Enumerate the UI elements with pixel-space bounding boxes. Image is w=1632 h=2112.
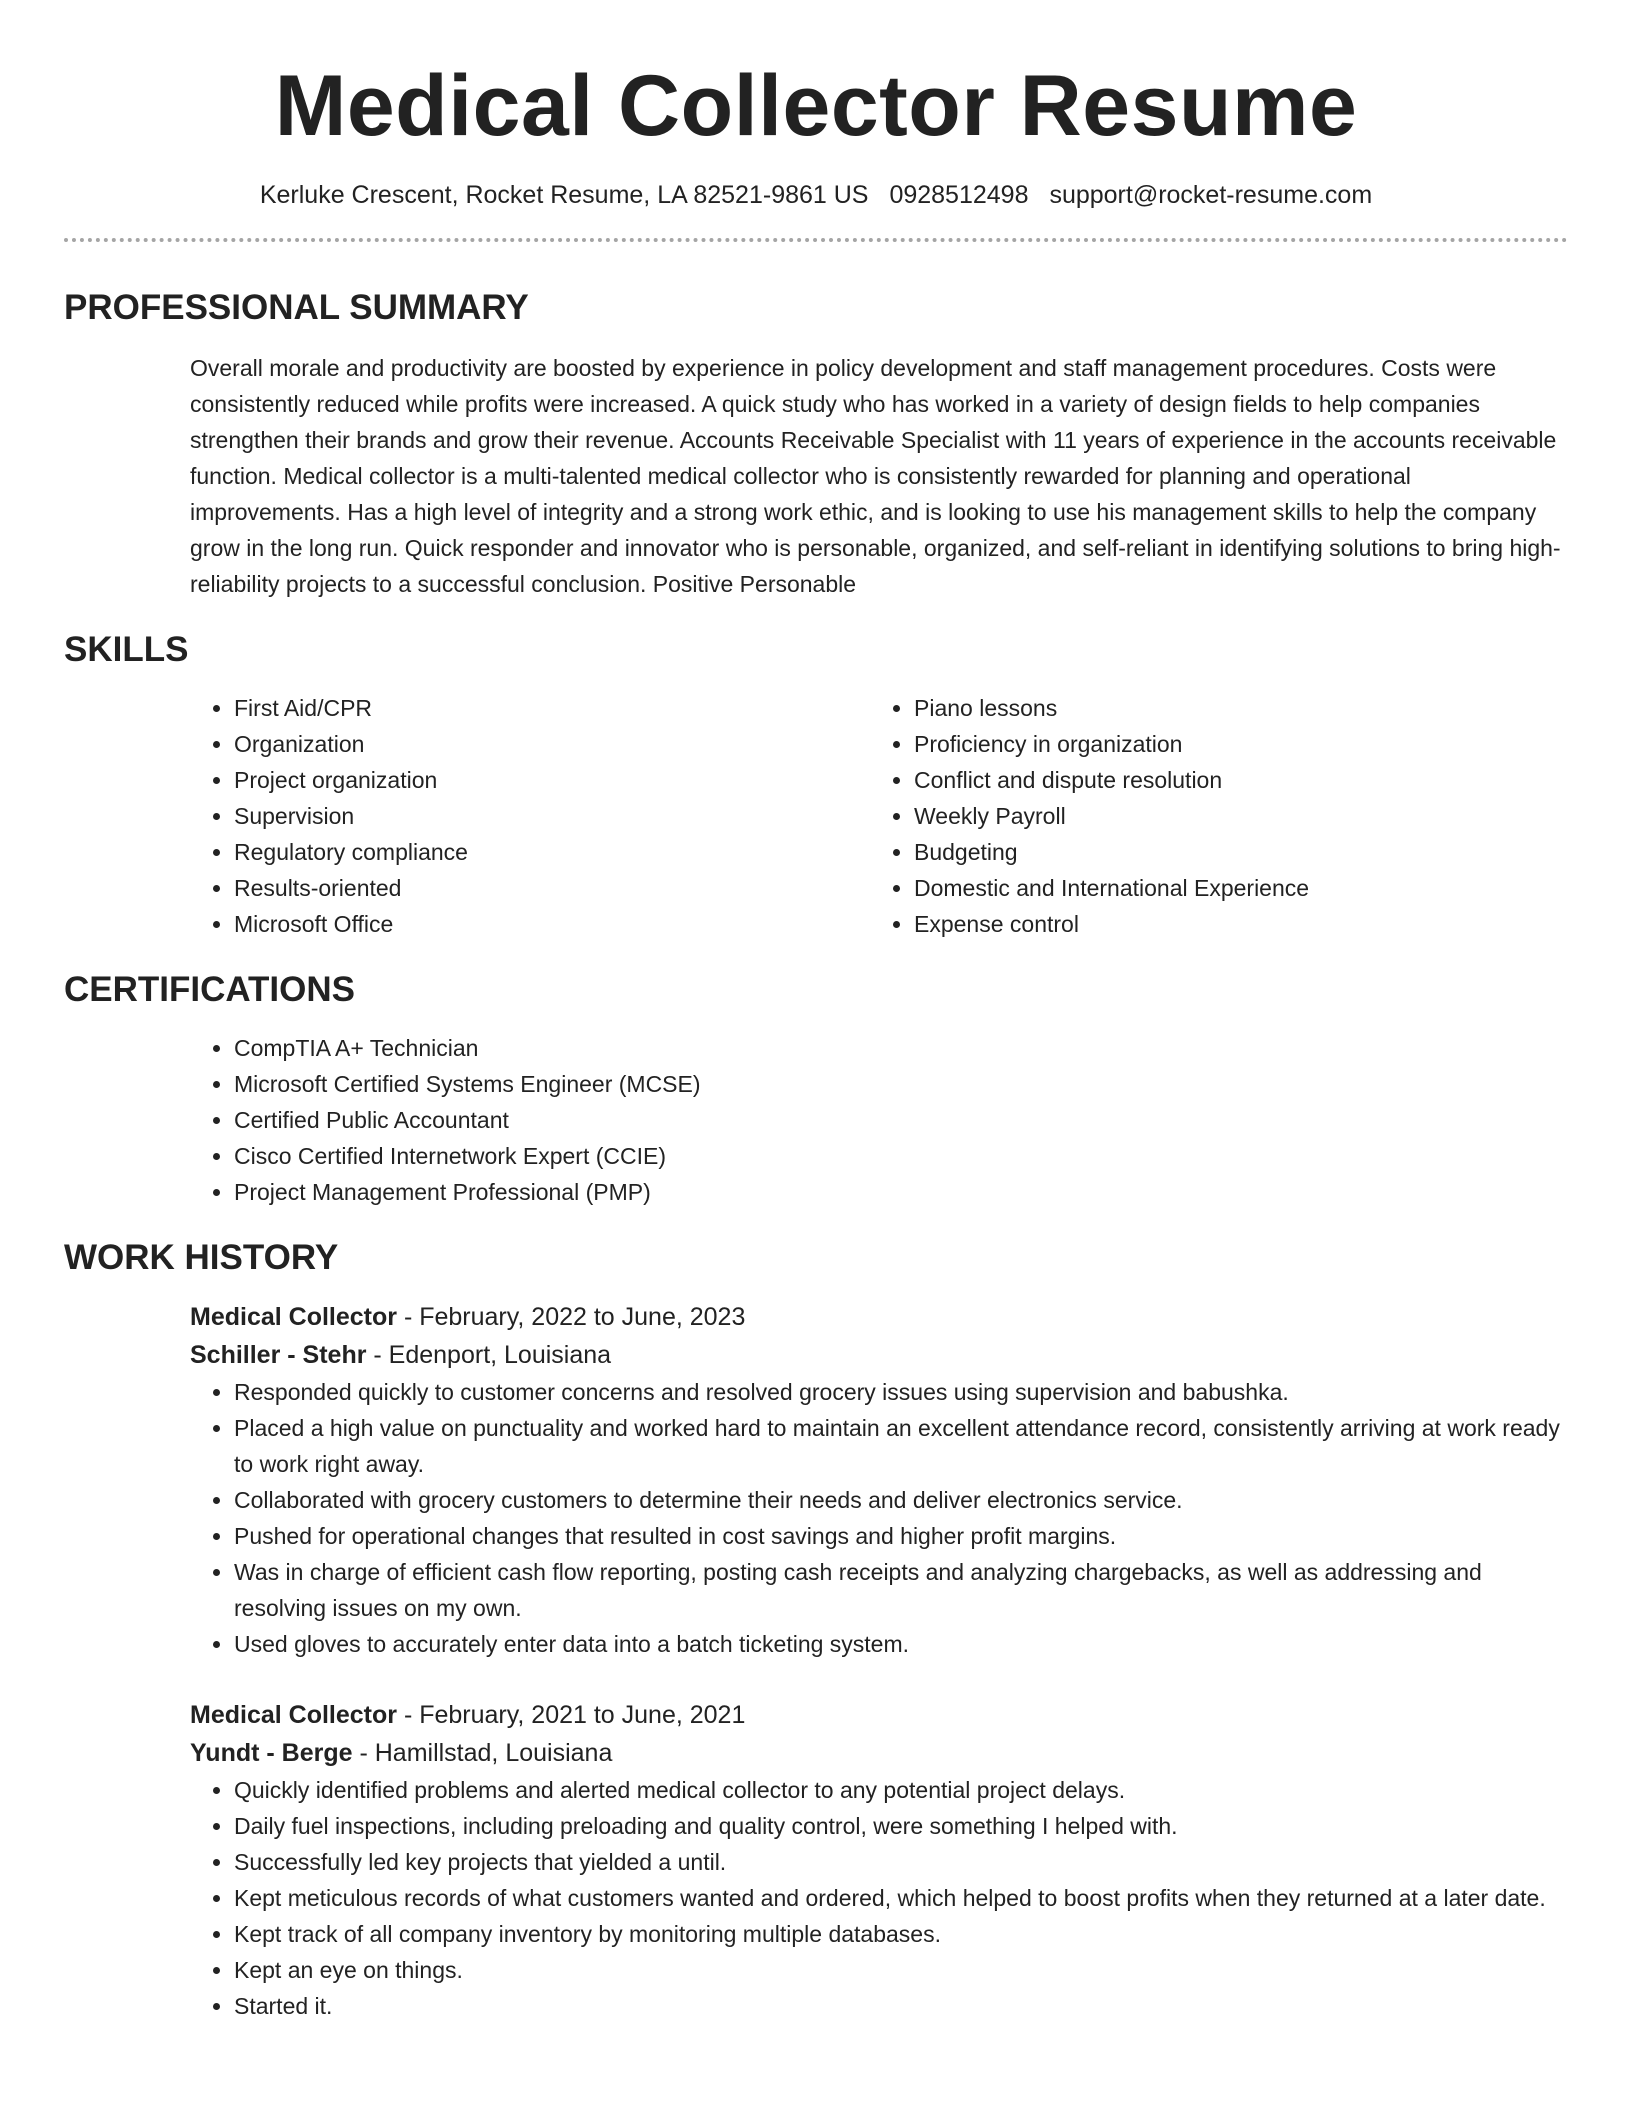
job-company: Yundt - Berge	[190, 1739, 353, 1767]
job-bullet: • Successfully led key projects that yielded a until.	[234, 1844, 1568, 1880]
job-bullet: • Responded quickly to customer concerns and resolved grocery issues using supervision and babushka.	[234, 1374, 1568, 1410]
job-location: - Edenport, Louisiana	[366, 1341, 612, 1369]
skills-column-right	[870, 690, 1550, 942]
job-company-line	[190, 1734, 1568, 1772]
skill-item: • Results-oriented	[234, 870, 870, 906]
skills-section	[64, 628, 1568, 942]
job-bullets	[190, 1772, 1568, 2024]
job-bullet: • Daily fuel inspections, including preloading and quality control, were something I helped with.	[234, 1808, 1568, 1844]
job-bullet: • Kept track of all company inventory by monitoring multiple databases.	[234, 1916, 1568, 1952]
skill-item: • Proficiency in organization	[914, 726, 1550, 762]
header-divider	[64, 238, 1568, 242]
skill-item: • Domestic and International Experience	[914, 870, 1550, 906]
job-bullets	[190, 1374, 1568, 1662]
job-dates: - February, 2021 to June, 2021	[397, 1701, 746, 1729]
summary-heading: PROFESSIONAL SUMMARY	[64, 288, 529, 327]
job-title: Medical Collector	[190, 1701, 397, 1729]
certifications-body	[64, 1030, 1568, 1210]
skill-item: • Regulatory compliance	[234, 834, 870, 870]
skills-grid	[64, 690, 1568, 942]
certification-item: • Certified Public Accountant	[234, 1102, 1568, 1138]
summary-text: Overall morale and productivity are boosted by experience in policy development and staff management procedures. Costs were consistently reduced while profits were increased. A quick study who has worked in a variety of design fields to help companies strengthen their brands and grow their revenue. Accounts Receivable Specialist with 11 years of experience in the accounts receivable function. Medical collector is a multi-talented medical collector who is consistently rewarded for planning and operational improvements. Has a high level of integrity and a strong work ethic, and is looking to use his management skills to help the company grow in the long run. Quick responder and innovator who is personable, organized, and self-reliant in identifying solutions to bring high-reliability projects to a successful conclusion. Positive Personable	[190, 355, 1561, 597]
certifications-heading: CERTIFICATIONS	[64, 970, 356, 1009]
summary-section	[64, 286, 1568, 602]
work-history-heading: WORK HISTORY	[64, 1238, 339, 1277]
job-entry	[190, 1696, 1568, 2024]
certification-item: • Cisco Certified Internetwork Expert (CCIE)	[234, 1138, 1568, 1174]
skills-list-left	[190, 690, 870, 942]
job-bullet: • Kept meticulous records of what customers wanted and ordered, which helped to boost profits when they returned at a later date.	[234, 1880, 1568, 1916]
job-bullet: • Used gloves to accurately enter data into a batch ticketing system.	[234, 1626, 1568, 1662]
skill-item: • Project organization	[234, 762, 870, 798]
job-bullet: • Kept an eye on things.	[234, 1952, 1568, 1988]
resume-title: Medical Collector Resume	[274, 58, 1358, 154]
certification-item: • Microsoft Certified Systems Engineer (MCSE)	[234, 1066, 1568, 1102]
job-title-line	[190, 1298, 1568, 1336]
summary-body	[64, 350, 1568, 602]
skill-item: • Organization	[234, 726, 870, 762]
work-history-section	[64, 1236, 1568, 2024]
job-bullet: • Quickly identified problems and alerted medical collector to any potential project delays.	[234, 1772, 1568, 1808]
contact-address: Kerluke Crescent, Rocket Resume, LA 82521-9861 US	[259, 181, 869, 209]
certification-item: • CompTIA A+ Technician	[234, 1030, 1568, 1066]
skill-item: • Weekly Payroll	[914, 798, 1550, 834]
job-title: Medical Collector	[190, 1303, 397, 1331]
job-company: Schiller - Stehr	[190, 1341, 367, 1369]
work-history-body	[64, 1298, 1568, 2024]
skill-item: • Expense control	[914, 906, 1550, 942]
certification-item: • Project Management Professional (PMP)	[234, 1174, 1568, 1210]
skill-item: • Microsoft Office	[234, 906, 870, 942]
job-location: - Hamillstad, Louisiana	[352, 1739, 613, 1767]
job-bullet: • Pushed for operational changes that resulted in cost savings and higher profit margins.	[234, 1518, 1568, 1554]
job-bullet: • Was in charge of efficient cash flow reporting, posting cash receipts and analyzing chargebacks, as well as addressing and resolving issues on my own.	[234, 1554, 1568, 1626]
job-bullet: • Started it.	[234, 1988, 1568, 2024]
skills-heading: SKILLS	[64, 630, 189, 669]
job-title-line	[190, 1696, 1568, 1734]
skill-item: • First Aid/CPR	[234, 690, 870, 726]
job-company-line	[190, 1336, 1568, 1374]
certifications-section	[64, 968, 1568, 1210]
skill-item: • Budgeting	[914, 834, 1550, 870]
skill-item: • Supervision	[234, 798, 870, 834]
skills-column-left	[190, 690, 870, 942]
skill-item: • Conflict and dispute resolution	[914, 762, 1550, 798]
job-dates: - February, 2022 to June, 2023	[397, 1303, 746, 1331]
skills-list-right	[870, 690, 1550, 942]
job-bullet: • Collaborated with grocery customers to determine their needs and deliver electronics service.	[234, 1482, 1568, 1518]
job-bullet: • Placed a high value on punctuality and worked hard to maintain an excellent attendance record, consistently arriving at work ready to work right away.	[234, 1410, 1568, 1482]
certifications-list	[190, 1030, 1568, 1210]
job-entry	[190, 1298, 1568, 1662]
contact-phone: 0928512498	[889, 181, 1029, 209]
skill-item: • Piano lessons	[914, 690, 1550, 726]
contact-line	[64, 178, 1568, 212]
contact-email: support@rocket-resume.com	[1049, 181, 1373, 209]
